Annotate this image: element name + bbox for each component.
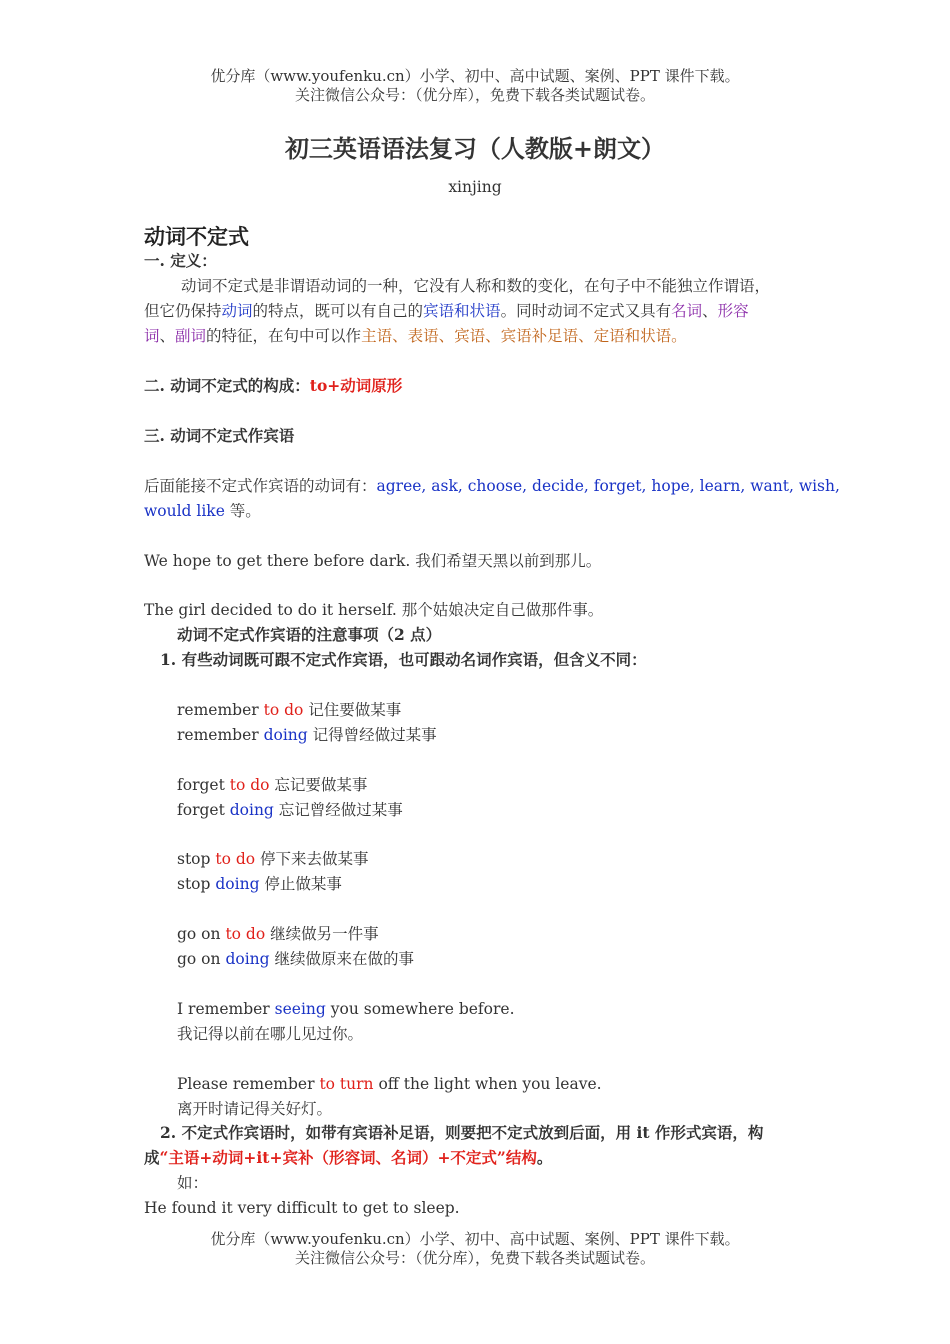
- note-1: 1. 有些动词既可跟不定式作宾语，也可跟动名词作宾语，但含义不同：: [160, 650, 647, 669]
- pair-go-on-doing: go on doing 继续做原来在做的事: [177, 950, 414, 968]
- object-heading: 三. 动词不定式作宾语: [144, 426, 295, 445]
- note-2-line-1: 2. 不定式作宾语时，如带有宾语补足语，则要把不定式放到后面，用 it 作形式宾语，构: [160, 1123, 764, 1142]
- note-2-line-2: 成“主语+动词+it+宾补（形容词、名词）+不定式”结构。: [144, 1148, 553, 1167]
- pair-stop-to-do: stop to do 停下来去做某事: [177, 850, 369, 868]
- pair-forget-to-do: forget to do 忘记要做某事: [177, 776, 368, 794]
- notes-heading: 动词不定式作宾语的注意事项（2 点）: [177, 625, 442, 644]
- sentence-1: I remember seeing you somewhere before.: [177, 1000, 515, 1018]
- definition-line-1: 动词不定式是非谓语动词的一种，它没有人称和数的变化，在句子中不能独立作谓语，: [181, 277, 771, 295]
- sentence-1-translation: 我记得以前在哪儿见过你。: [177, 1025, 364, 1043]
- example-2: The girl decided to do it herself. 那个姑娘决定自己做那件事。: [144, 601, 604, 619]
- pair-forget-doing: forget doing 忘记曾经做过某事: [177, 801, 403, 819]
- example-3: He found it very difficult to get to sleep.: [144, 1199, 460, 1217]
- pair-stop-doing: stop doing 停止做某事: [177, 875, 342, 893]
- sentence-2: Please remember to turn off the light when you leave.: [177, 1075, 602, 1093]
- footer-line-1: 优分库（www.youfenku.cn）小学、初中、高中试题、案例、PPT 课件下载。: [210, 1230, 740, 1248]
- definition-line-2: 但它仍保持动词的特点，既可以有自己的宾语和状语。同时动词不定式又具有名词、形容: [144, 302, 749, 320]
- verbs-line-2: would like 等。: [144, 502, 261, 520]
- definition-heading: 一. 定义：: [144, 251, 217, 270]
- example-1: We hope to get there before dark. 我们希望天黑以前到那儿。: [144, 552, 602, 570]
- section-title: 动词不定式: [144, 224, 249, 249]
- header-line-2: 关注微信公众号：（优分库），免费下载各类试题试卷。: [294, 86, 655, 104]
- author: xinjing: [448, 178, 502, 196]
- formation-heading: 二. 动词不定式的构成：to+动词原形: [144, 376, 403, 395]
- verbs-line-1: 后面能接不定式作宾语的动词有：agree, ask, choose, decide, forget, hope, learn, want, wish,: [144, 477, 840, 495]
- pair-remember-doing: remember doing 记得曾经做过某事: [177, 726, 437, 744]
- sentence-2-translation: 离开时请记得关好灯。: [177, 1100, 333, 1118]
- footer-line-2: 关注微信公众号：（优分库），免费下载各类试题试卷。: [294, 1249, 655, 1267]
- pair-go-on-to-do: go on to do 继续做另一件事: [177, 925, 379, 943]
- header-line-1: 优分库（www.youfenku.cn）小学、初中、高中试题、案例、PPT 课件下载。: [210, 67, 740, 85]
- page-title: 初三英语语法复习（人教版+朗文）: [284, 134, 666, 163]
- example-label: 如：: [177, 1174, 209, 1192]
- definition-line-3: 词、副词的特征，在句中可以作主语、表语、宾语、宾语补足语、定语和状语。: [144, 327, 687, 345]
- pair-remember-to-do: remember to do 记住要做某事: [177, 701, 402, 719]
